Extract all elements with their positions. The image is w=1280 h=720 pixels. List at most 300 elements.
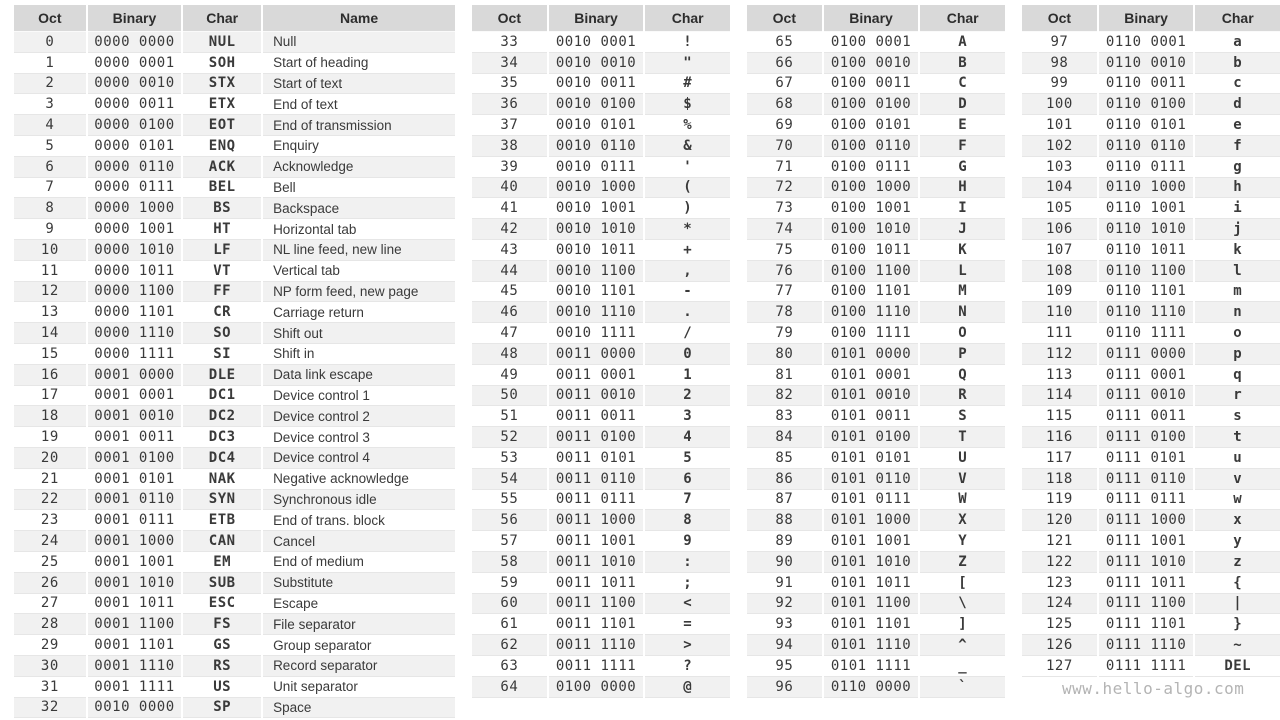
name-cell: Backspace [262,198,455,219]
binary-cell: 0011 0100 [548,427,645,448]
table-row [747,655,1005,676]
binary-cell: 0111 0100 [1098,427,1195,448]
oct-cell: 20 [14,447,87,468]
oct-cell: 109 [1022,281,1098,302]
table-row [14,364,455,385]
char-cell: SOH [182,52,262,73]
char-cell: c [1194,73,1280,94]
col-header-binary: Binary [1098,5,1195,32]
oct-cell: 2 [14,73,87,94]
col-header-char: Char [644,5,730,32]
binary-cell: 0011 0111 [548,489,645,510]
table-row [14,635,455,656]
binary-cell: 0000 1001 [87,219,183,240]
char-cell: NUL [182,32,262,53]
oct-cell: 9 [14,219,87,240]
binary-cell: 0010 1011 [548,239,645,260]
oct-cell: 26 [14,572,87,593]
ascii-table-control-characters [14,5,455,718]
table-row [1022,156,1280,177]
binary-cell: 0011 1000 [548,510,645,531]
oct-cell: 33 [472,32,548,53]
name-cell: End of medium [262,551,455,572]
char-cell: DLE [182,364,262,385]
char-cell: > [644,635,730,656]
oct-cell: 111 [1022,323,1098,344]
table-row [747,302,1005,323]
table-row [747,177,1005,198]
binary-cell: 0010 1000 [548,177,645,198]
table-row [472,177,730,198]
oct-cell: 91 [747,572,823,593]
table-row [1022,510,1280,531]
table-row [14,135,455,156]
name-cell: Horizontal tab [262,219,455,240]
name-cell: Group separator [262,635,455,656]
header-row [14,5,455,32]
binary-cell: 0001 0100 [87,447,183,468]
oct-cell: 50 [472,385,548,406]
oct-cell: 38 [472,135,548,156]
table-row [14,489,455,510]
oct-cell: 31 [14,676,87,697]
oct-cell: 98 [1022,52,1098,73]
table-row [14,239,455,260]
oct-cell: 21 [14,468,87,489]
table-row [747,572,1005,593]
oct-cell: 19 [14,427,87,448]
char-cell: C [919,73,1005,94]
char-cell: DEL [1194,655,1280,676]
oct-cell: 95 [747,655,823,676]
oct-cell: 55 [472,489,548,510]
table-row [472,489,730,510]
char-cell: STX [182,73,262,94]
col-header-binary: Binary [87,5,183,32]
oct-cell: 16 [14,364,87,385]
binary-cell: 0100 0100 [823,94,920,115]
char-cell: B [919,52,1005,73]
oct-cell: 23 [14,510,87,531]
char-cell: V [919,468,1005,489]
table-row [1022,531,1280,552]
char-cell: F [919,135,1005,156]
watermark: www.hello-algo.com [1062,679,1245,698]
binary-cell: 0011 1001 [548,531,645,552]
oct-cell: 83 [747,406,823,427]
binary-cell: 0111 1110 [1098,635,1195,656]
table-row [472,655,730,676]
char-cell: O [919,323,1005,344]
binary-cell: 0011 1011 [548,572,645,593]
binary-cell: 0100 0011 [823,73,920,94]
oct-cell: 10 [14,239,87,260]
oct-cell: 17 [14,385,87,406]
table-row [747,531,1005,552]
binary-cell: 0111 0110 [1098,468,1195,489]
table-row [1022,198,1280,219]
oct-cell: 49 [472,364,548,385]
table-row [472,427,730,448]
binary-cell: 0000 0110 [87,156,183,177]
oct-cell: 11 [14,260,87,281]
table-row [1022,239,1280,260]
char-cell: K [919,239,1005,260]
table-row [472,32,730,53]
oct-cell: 30 [14,655,87,676]
char-cell: [ [919,572,1005,593]
table-row [1022,406,1280,427]
char-cell: < [644,593,730,614]
binary-cell: 0100 1100 [823,260,920,281]
oct-cell: 103 [1022,156,1098,177]
table-row [1022,385,1280,406]
table-row [14,427,455,448]
char-cell: D [919,94,1005,115]
char-cell: GS [182,635,262,656]
table-row [14,260,455,281]
oct-cell: 0 [14,32,87,53]
table-row [747,219,1005,240]
col-header-oct: Oct [1022,5,1098,32]
oct-cell: 39 [472,156,548,177]
name-cell: End of text [262,94,455,115]
oct-cell: 120 [1022,510,1098,531]
table-row [472,364,730,385]
table-row [1022,364,1280,385]
name-cell: Shift out [262,323,455,344]
oct-cell: 46 [472,302,548,323]
table-row [14,697,455,718]
table-row [472,635,730,656]
char-cell: DC3 [182,427,262,448]
binary-cell: 0101 1000 [823,510,920,531]
binary-cell: 0001 0000 [87,364,183,385]
oct-cell: 61 [472,614,548,635]
oct-cell: 68 [747,94,823,115]
binary-cell: 0100 0001 [823,32,920,53]
oct-cell: 13 [14,302,87,323]
name-cell: Data link escape [262,364,455,385]
oct-cell: 76 [747,260,823,281]
name-cell: Acknowledge [262,156,455,177]
oct-cell: 84 [747,427,823,448]
table-row [472,94,730,115]
table-row [14,551,455,572]
oct-cell: 56 [472,510,548,531]
binary-cell: 0111 1011 [1098,572,1195,593]
table-row [1022,177,1280,198]
binary-cell: 0010 0011 [548,73,645,94]
oct-cell: 1 [14,52,87,73]
oct-cell: 59 [472,572,548,593]
char-cell: ENQ [182,135,262,156]
char-cell: z [1194,551,1280,572]
table-row [1022,635,1280,656]
oct-cell: 15 [14,343,87,364]
binary-cell: 0001 1101 [87,635,183,656]
name-cell: Vertical tab [262,260,455,281]
binary-cell: 0110 0100 [1098,94,1195,115]
char-cell: SYN [182,489,262,510]
char-cell: P [919,343,1005,364]
binary-cell: 0000 1011 [87,260,183,281]
name-cell: Device control 1 [262,385,455,406]
char-cell: f [1194,135,1280,156]
table-row [472,385,730,406]
oct-cell: 74 [747,219,823,240]
char-cell: g [1194,156,1280,177]
binary-cell: 0000 0010 [87,73,183,94]
table-row [1022,52,1280,73]
binary-cell: 0011 0000 [548,343,645,364]
binary-cell: 0100 0101 [823,115,920,136]
name-cell: End of trans. block [262,510,455,531]
table-row [472,239,730,260]
binary-cell: 0110 0111 [1098,156,1195,177]
binary-cell: 0001 0110 [87,489,183,510]
binary-cell: 0101 0110 [823,468,920,489]
oct-cell: 42 [472,219,548,240]
char-cell: EOT [182,115,262,136]
binary-cell: 0001 0001 [87,385,183,406]
table-row [14,115,455,136]
char-cell: 2 [644,385,730,406]
oct-cell: 123 [1022,572,1098,593]
char-cell: . [644,302,730,323]
oct-cell: 110 [1022,302,1098,323]
binary-cell: 0010 0111 [548,156,645,177]
binary-cell: 0011 0101 [548,447,645,468]
char-cell: l [1194,260,1280,281]
char-cell: 7 [644,489,730,510]
binary-cell: 0111 1111 [1098,655,1195,676]
binary-cell: 0110 1000 [1098,177,1195,198]
binary-cell: 0011 1010 [548,551,645,572]
name-cell: Negative acknowledge [262,468,455,489]
table-row [14,73,455,94]
table-row [747,364,1005,385]
table-row [1022,572,1280,593]
char-cell: r [1194,385,1280,406]
table-row [14,156,455,177]
table-row [747,385,1005,406]
name-cell: Shift in [262,343,455,364]
oct-cell: 34 [472,52,548,73]
char-cell: , [644,260,730,281]
name-cell: NP form feed, new page [262,281,455,302]
binary-cell: 0001 1000 [87,531,183,552]
binary-cell: 0101 0100 [823,427,920,448]
char-cell: 8 [644,510,730,531]
header-row [1022,5,1280,32]
col-header-binary: Binary [823,5,920,32]
binary-cell: 0010 1001 [548,198,645,219]
char-cell: FF [182,281,262,302]
char-cell: FS [182,614,262,635]
oct-cell: 77 [747,281,823,302]
char-cell: & [644,135,730,156]
name-cell: Cancel [262,531,455,552]
oct-cell: 115 [1022,406,1098,427]
table-row [472,156,730,177]
char-cell: I [919,198,1005,219]
oct-cell: 3 [14,94,87,115]
oct-cell: 90 [747,551,823,572]
binary-cell: 0101 1110 [823,635,920,656]
table-row [472,614,730,635]
char-cell: s [1194,406,1280,427]
char-cell: DC2 [182,406,262,427]
name-cell: Start of text [262,73,455,94]
table-row [1022,115,1280,136]
binary-cell: 0101 0011 [823,406,920,427]
char-cell: L [919,260,1005,281]
binary-cell: 0110 0010 [1098,52,1195,73]
oct-cell: 96 [747,676,823,697]
oct-cell: 28 [14,614,87,635]
binary-cell: 0111 0111 [1098,489,1195,510]
table-row [1022,655,1280,676]
table-row [747,551,1005,572]
binary-cell: 0101 0101 [823,447,920,468]
char-cell: SO [182,323,262,344]
name-cell: Escape [262,593,455,614]
table-row [472,198,730,219]
table-row [472,551,730,572]
binary-cell: 0010 0101 [548,115,645,136]
header-row [472,5,730,32]
binary-cell: 0101 1101 [823,614,920,635]
binary-cell: 0110 1001 [1098,198,1195,219]
char-cell: 4 [644,427,730,448]
table-row [472,406,730,427]
char-cell: @ [644,676,730,697]
table-row [472,73,730,94]
char-cell: Q [919,364,1005,385]
binary-cell: 0111 1001 [1098,531,1195,552]
oct-cell: 119 [1022,489,1098,510]
binary-cell: 0010 1100 [548,260,645,281]
name-cell: Device control 2 [262,406,455,427]
oct-cell: 37 [472,115,548,136]
col-header-char: Char [182,5,262,32]
oct-cell: 5 [14,135,87,156]
table-row [1022,468,1280,489]
binary-cell: 0011 1110 [548,635,645,656]
char-cell: * [644,219,730,240]
binary-cell: 0011 0011 [548,406,645,427]
binary-cell: 0010 1010 [548,219,645,240]
char-cell: A [919,32,1005,53]
binary-cell: 0000 1110 [87,323,183,344]
table-row [14,593,455,614]
char-cell: } [1194,614,1280,635]
oct-cell: 101 [1022,115,1098,136]
table-row [472,52,730,73]
table-row [472,447,730,468]
oct-cell: 104 [1022,177,1098,198]
char-cell: i [1194,198,1280,219]
char-cell: $ [644,94,730,115]
oct-cell: 54 [472,468,548,489]
char-cell: ] [919,614,1005,635]
name-cell: NL line feed, new line [262,239,455,260]
char-cell: ETB [182,510,262,531]
binary-cell: 0100 0010 [823,52,920,73]
char-cell: x [1194,510,1280,531]
oct-cell: 65 [747,32,823,53]
col-header-name: Name [262,5,455,32]
char-cell: ' [644,156,730,177]
binary-cell: 0001 0101 [87,468,183,489]
oct-cell: 97 [1022,32,1098,53]
binary-cell: 0101 1010 [823,551,920,572]
table-row [472,676,730,697]
char-cell: SI [182,343,262,364]
col-header-char: Char [919,5,1005,32]
binary-cell: 0010 0100 [548,94,645,115]
oct-cell: 12 [14,281,87,302]
oct-cell: 67 [747,73,823,94]
char-cell: EM [182,551,262,572]
oct-cell: 79 [747,323,823,344]
binary-cell: 0110 0101 [1098,115,1195,136]
binary-cell: 0011 1111 [548,655,645,676]
table-row [1022,94,1280,115]
binary-cell: 0100 0110 [823,135,920,156]
binary-cell: 0011 0001 [548,364,645,385]
binary-cell: 0000 0101 [87,135,183,156]
char-cell: j [1194,219,1280,240]
char-cell: SUB [182,572,262,593]
oct-cell: 99 [1022,73,1098,94]
binary-cell: 0111 0000 [1098,343,1195,364]
binary-cell: 0101 0001 [823,364,920,385]
binary-cell: 0110 1010 [1098,219,1195,240]
oct-cell: 126 [1022,635,1098,656]
table-row [1022,489,1280,510]
binary-cell: 0001 1110 [87,655,183,676]
binary-cell: 0011 0010 [548,385,645,406]
char-cell: N [919,302,1005,323]
char-cell: { [1194,572,1280,593]
table-row [472,323,730,344]
binary-cell: 0010 1110 [548,302,645,323]
table-row [14,32,455,53]
oct-cell: 60 [472,593,548,614]
char-cell: b [1194,52,1280,73]
binary-cell: 0110 1111 [1098,323,1195,344]
binary-cell: 0001 0011 [87,427,183,448]
oct-cell: 82 [747,385,823,406]
char-cell: W [919,489,1005,510]
table-row [472,343,730,364]
binary-cell: 0001 0010 [87,406,183,427]
oct-cell: 87 [747,489,823,510]
oct-cell: 125 [1022,614,1098,635]
oct-cell: 71 [747,156,823,177]
char-cell: n [1194,302,1280,323]
name-cell: Null [262,32,455,53]
table-row [747,468,1005,489]
binary-cell: 0000 0111 [87,177,183,198]
oct-cell: 81 [747,364,823,385]
table-row [747,614,1005,635]
oct-cell: 118 [1022,468,1098,489]
oct-cell: 116 [1022,427,1098,448]
oct-cell: 78 [747,302,823,323]
